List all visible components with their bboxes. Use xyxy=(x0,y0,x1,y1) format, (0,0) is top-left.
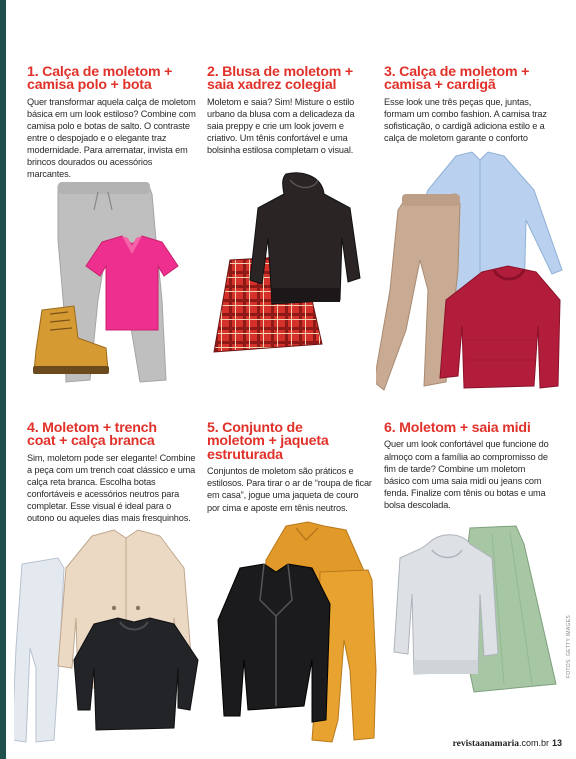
section-1-text: Quer transformar aquela calça de moletom básica em um look estiloso? Combine com camisa polo e botas de salto. O contraste entre o despojado e o elegante traz modernidade. Para arrematar, invista em brincos dourados ou acessórios marcantes. xyxy=(27,96,196,180)
section-1 xyxy=(27,66,197,180)
page-number: 13 xyxy=(551,738,562,748)
section-5-title: 5. Conjunto de moletom + jaqueta estruturada xyxy=(207,420,329,463)
page-spine xyxy=(0,0,6,759)
section-2-text: Moletom e saia? Sim! Misture o estilo urbano da blusa com a delicadeza da saia preppy e crie um look jovem e criativo. Um tênis confortável e uma bolsinha estilosa completam o visual. xyxy=(207,96,355,156)
section-1-title: 1. Calça de moletom + camisa polo + bota xyxy=(27,64,173,94)
section-2-title: 2. Blusa de moletom + saia xadrez colegial xyxy=(207,64,353,94)
yellow-boot-icon xyxy=(33,306,109,374)
section-4 xyxy=(27,422,197,524)
footer-domain: .com.br xyxy=(518,738,549,748)
outfit-3-illustration xyxy=(376,150,566,400)
page-footer xyxy=(453,738,562,749)
section-6-text: Quer um look confortável que funcione do almoço com a família ao compromisso de fim de tarde? Combine um moletom básico com uma saia midi ou jeans com fenda. Finalize com tênis ou botas e uma bolsa descolada. xyxy=(384,439,549,510)
section-6 xyxy=(384,422,552,511)
white-jeans-icon xyxy=(14,558,64,742)
black-sweater-icon xyxy=(74,618,198,730)
section-3-title: 3. Calça de moletom + camisa + cardigã xyxy=(384,64,530,94)
footer-site: revistaanamaria xyxy=(452,739,519,749)
section-5 xyxy=(207,422,372,514)
section-6-title: 6. Moletom + saia midi xyxy=(384,420,531,436)
section-5-text: Conjuntos de moletom são práticos e estilosos. Para tirar o ar de “roupa de ficar em casa”, jogue uma jaqueta de couro por cima e aposte em tênis neutros. xyxy=(207,466,372,513)
section-4-text: Sim, moletom pode ser elegante! Combine a peça com um trench coat clássico e uma calça reta branca. Escolha botas confortáveis e acessórios neutros para completar. Esse visual é ideal para o outono ou aqueles dias mais fresquinhos. xyxy=(27,452,196,524)
outfit-5-illustration xyxy=(200,520,378,746)
section-4-title: 4. Moletom + trench coat + calça branca xyxy=(27,420,157,450)
section-3-text: Esse look une três peças que, juntas, formam um combo fashion. A camisa traz sofisticação, o cardigã adiciona estilo e a calça de moletom garante o conforto xyxy=(384,96,547,144)
section-3 xyxy=(384,66,552,144)
black-leather-jacket-icon xyxy=(218,564,330,722)
section-2 xyxy=(207,66,372,156)
outfit-1-illustration xyxy=(28,180,198,388)
outfit-4-illustration xyxy=(14,528,204,746)
photo-credit: FOTOS: GETTY IMAGES xyxy=(566,615,572,679)
outfit-6-illustration xyxy=(392,524,562,696)
outfit-2-illustration xyxy=(210,168,370,358)
